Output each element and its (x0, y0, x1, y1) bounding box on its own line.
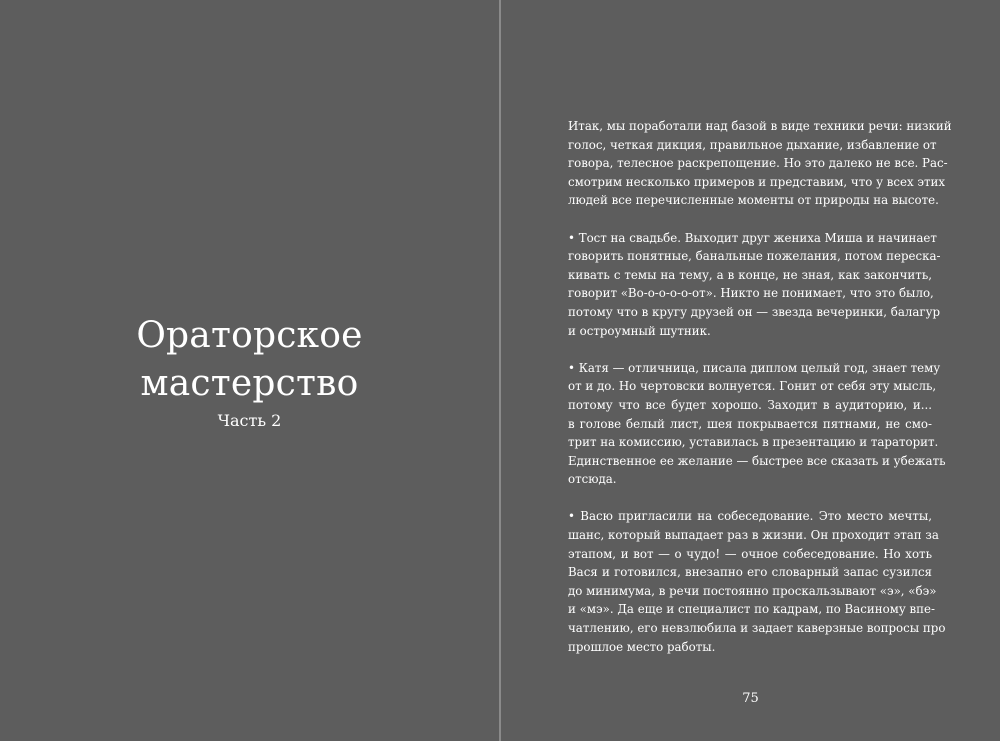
text-line: и «мэ». Да еще и специалист по кадрам, по Васиному впе- (568, 602, 936, 617)
text-line: • Катя — отличница, писала диплом целый год, знает тему (568, 360, 941, 375)
text-line: в голове белый лист, шея покрывается пятнами, не смо- (568, 416, 932, 431)
page-number: 75 (742, 691, 759, 706)
chapter-subtitle: Часть 2 (217, 411, 282, 430)
paragraph-intro (568, 117, 952, 210)
body-text (568, 117, 952, 675)
text-line: до минимума, в речи постоянно проскальзывают «э», «бэ» (568, 583, 937, 598)
text-line: говорить понятные, банальные пожелания, потом переска- (568, 249, 941, 264)
text-line: кивать с темы на тему, а в конце, не зная, как закончить, (568, 267, 932, 282)
text-line: голос, четкая дикция, правильное дыхание, избавление от (568, 137, 937, 152)
chapter-title-line-1: Ораторское (136, 315, 363, 356)
paragraph-wedding-toast (568, 229, 941, 341)
text-line: чатлению, его невзлюбила и задает каверзные вопросы про (568, 621, 946, 636)
chapter-title-block (0, 312, 499, 432)
text-line: потому что все будет хорошо. Заходит в аудиторию, и... (568, 397, 932, 412)
paragraph-vasya-interview (568, 507, 946, 656)
text-line: этапом, и вот — о чудо! — очное собеседование. Но хоть (568, 546, 932, 561)
left-page (0, 0, 499, 741)
text-line: Итак, мы поработали над базой в виде техники речи: низкий (568, 119, 952, 133)
paragraph-katya-diploma (568, 359, 946, 489)
text-line: смотрим несколько примеров и представим, что у всех этих (568, 174, 946, 189)
text-line: людей все перечисленные моменты от природы на высоте. (568, 193, 939, 208)
text-line: потому что в кругу друзей он — звезда вечеринки, балагур (568, 304, 941, 319)
text-line: говорит «Во-о-о-о-о-от». Никто не понимает, что это было, (568, 286, 934, 301)
text-line: Вася и готовился, внезапно его словарный запас сузился (568, 565, 932, 580)
text-line: • Васю пригласили на собеседование. Это место мечты, (568, 509, 932, 524)
text-line: от и до. Но чертовски волнуется. Гонит от себя эту мысль, (568, 379, 937, 394)
chapter-title (0, 312, 499, 408)
text-line: и остроумный шутник. (568, 323, 711, 338)
text-line: шанс, который выпадает раз в жизни. Он проходит этап за (568, 528, 939, 543)
text-line: прошлое место работы. (568, 639, 716, 654)
text-line: трит на комиссию, уставилась в презентацию и тараторит. (568, 435, 939, 450)
text-line: отсюда. (568, 472, 617, 487)
chapter-title-line-2: мастерство (140, 363, 359, 404)
right-page (501, 0, 1000, 741)
text-line: • Тост на свадьбе. Выходит друг жениха Миша и начинает (568, 230, 937, 245)
text-line: Единственное ее желание — быстрее все сказать и убежать (568, 453, 946, 468)
text-line: говора, телесное раскрепощение. Но это далеко не все. Рас- (568, 156, 948, 171)
